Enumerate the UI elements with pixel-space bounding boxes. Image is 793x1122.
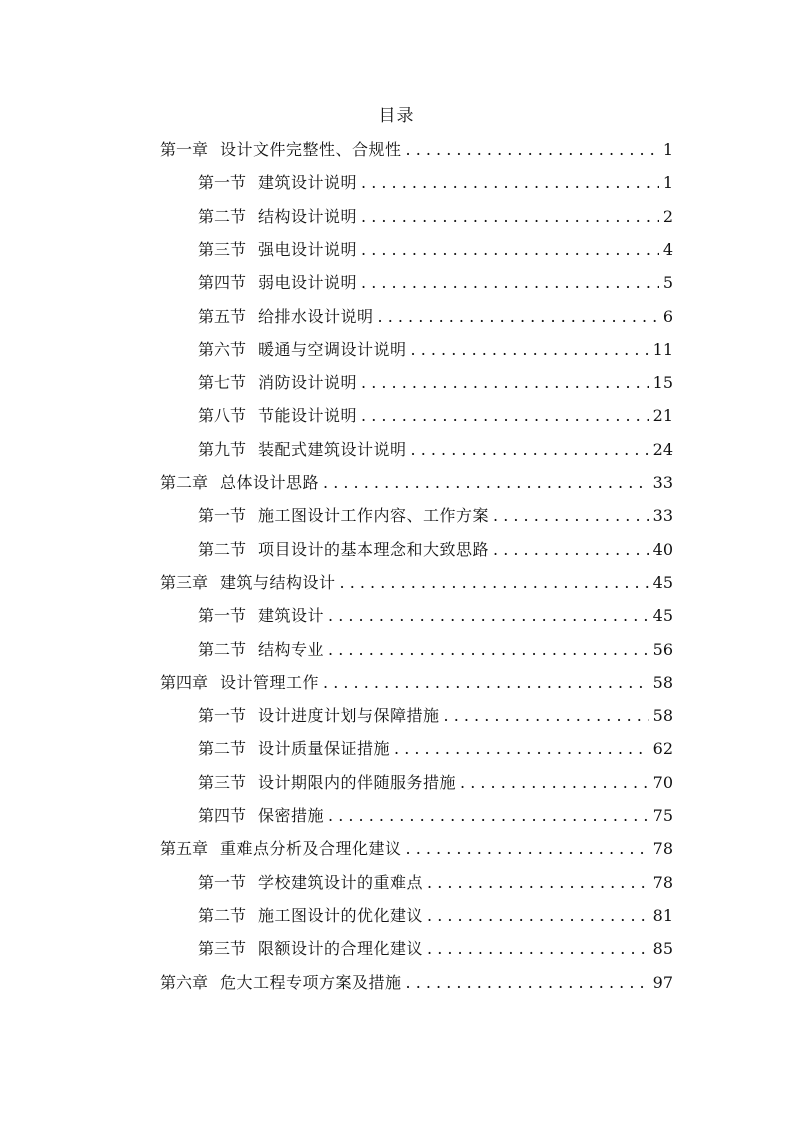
toc-section-entry[interactable] xyxy=(198,803,673,829)
entry-number: 第七节 xyxy=(198,373,247,393)
entry-title: 建筑设计说明 xyxy=(258,173,358,193)
entry-title: 学校建筑设计的重难点 xyxy=(258,872,424,892)
entry-page-number: 21 xyxy=(652,406,673,426)
toc-section-entry[interactable] xyxy=(198,437,673,463)
entry-page-number: 1 xyxy=(662,173,673,193)
dot-leader xyxy=(406,970,649,996)
entry-number: 第三节 xyxy=(198,239,247,259)
entry-title: 限额设计的合理化建议 xyxy=(258,939,424,959)
dot-leader xyxy=(460,770,649,796)
entry-title: 施工图设计工作内容、工作方案 xyxy=(258,506,490,526)
toc-section-entry[interactable] xyxy=(198,903,673,929)
entry-page-number: 70 xyxy=(652,772,673,792)
entry-page-number: 97 xyxy=(652,972,673,992)
entry-number: 第二节 xyxy=(198,206,247,226)
entry-page-number: 4 xyxy=(662,239,673,259)
entry-number: 第四节 xyxy=(198,273,247,293)
entry-number: 第五节 xyxy=(198,306,247,326)
dot-leader xyxy=(444,703,649,729)
entry-page-number: 15 xyxy=(652,373,673,393)
entry-number: 第六章 xyxy=(160,972,209,992)
entry-page-number: 1 xyxy=(662,140,673,159)
entry-page-number: 75 xyxy=(652,806,673,825)
dot-leader xyxy=(328,637,649,663)
entry-number: 第五章 xyxy=(160,839,209,859)
toc-chapter-entry[interactable] xyxy=(160,470,673,496)
entry-title: 强电设计说明 xyxy=(258,239,358,259)
toc-section-entry[interactable] xyxy=(198,237,673,263)
entry-page-number: 45 xyxy=(652,606,673,626)
dot-leader xyxy=(406,137,659,163)
dot-leader xyxy=(323,470,649,496)
entry-number: 第三节 xyxy=(198,939,247,959)
entry-number: 第六节 xyxy=(198,339,247,359)
entry-title: 设计进度计划与保障措施 xyxy=(258,706,440,726)
entry-title: 重难点分析及合理化建议 xyxy=(220,839,402,859)
toc-chapter-entry[interactable] xyxy=(160,836,673,862)
toc-section-entry[interactable] xyxy=(198,770,673,796)
entry-number: 第一章 xyxy=(160,140,209,159)
toc-section-entry[interactable] xyxy=(198,270,673,296)
entry-page-number: 45 xyxy=(652,572,673,592)
entry-number: 第四章 xyxy=(160,672,209,692)
dot-leader xyxy=(361,237,659,263)
entry-number: 第四节 xyxy=(198,806,247,825)
entry-title: 总体设计思路 xyxy=(220,473,320,492)
entry-title: 消防设计说明 xyxy=(258,373,358,393)
dot-leader xyxy=(328,803,649,829)
toc-section-entry[interactable] xyxy=(198,304,673,330)
entry-title: 结构专业 xyxy=(258,639,325,659)
entry-number: 第一节 xyxy=(198,872,247,892)
dot-leader xyxy=(493,537,649,563)
entry-title: 施工图设计的优化建议 xyxy=(258,905,424,925)
entry-title: 设计质量保证措施 xyxy=(258,739,391,759)
entry-title: 项目设计的基本理念和大致思路 xyxy=(258,539,490,559)
toc-section-entry[interactable] xyxy=(198,370,673,396)
entry-title: 建筑与结构设计 xyxy=(220,572,336,592)
toc-section-entry[interactable] xyxy=(198,936,673,962)
toc-section-entry[interactable] xyxy=(198,870,673,896)
dot-leader xyxy=(361,403,649,429)
toc-section-entry[interactable] xyxy=(198,503,673,529)
entry-page-number: 81 xyxy=(652,905,673,925)
entry-number: 第二节 xyxy=(198,739,247,759)
entry-number: 第一节 xyxy=(198,506,247,526)
entry-title: 暖通与空调设计说明 xyxy=(258,339,407,359)
dot-leader xyxy=(427,936,649,962)
entry-number: 第一节 xyxy=(198,606,247,626)
toc-section-entry[interactable] xyxy=(198,603,673,629)
entry-page-number: 56 xyxy=(652,639,673,659)
dot-leader xyxy=(411,337,649,363)
dot-leader xyxy=(493,503,649,529)
entry-title: 结构设计说明 xyxy=(258,206,358,226)
entry-title: 装配式建筑设计说明 xyxy=(258,439,407,459)
entry-page-number: 58 xyxy=(652,706,673,726)
toc-section-entry[interactable] xyxy=(198,537,673,563)
entry-title: 危大工程专项方案及措施 xyxy=(220,972,402,992)
entry-title: 建筑设计 xyxy=(258,606,325,626)
dot-leader xyxy=(378,304,659,330)
toc-section-entry[interactable] xyxy=(198,703,673,729)
entry-title: 设计期限内的伴随服务措施 xyxy=(258,772,457,792)
entry-number: 第二节 xyxy=(198,905,247,925)
toc-chapter-entry[interactable] xyxy=(160,137,673,163)
toc-section-entry[interactable] xyxy=(198,337,673,363)
entry-title: 弱电设计说明 xyxy=(258,273,358,293)
dot-leader xyxy=(406,836,649,862)
toc-section-entry[interactable] xyxy=(198,637,673,663)
entry-page-number: 24 xyxy=(652,439,673,459)
entry-page-number: 40 xyxy=(652,539,673,559)
dot-leader xyxy=(427,903,649,929)
dot-leader xyxy=(411,437,649,463)
toc-section-entry[interactable] xyxy=(198,204,673,230)
toc-chapter-entry[interactable] xyxy=(160,970,673,996)
dot-leader xyxy=(361,170,659,196)
entry-page-number: 58 xyxy=(652,672,673,692)
entry-title: 保密措施 xyxy=(258,806,325,825)
dot-leader xyxy=(328,603,649,629)
dot-leader xyxy=(361,204,659,230)
dot-leader xyxy=(361,270,659,296)
entry-page-number: 5 xyxy=(662,273,673,293)
entry-number: 第八节 xyxy=(198,406,247,426)
entry-page-number: 6 xyxy=(662,306,673,326)
dot-leader xyxy=(323,670,649,696)
entry-page-number: 85 xyxy=(652,939,673,959)
dot-leader xyxy=(394,736,649,762)
entry-title: 节能设计说明 xyxy=(258,406,358,426)
toc-chapter-entry[interactable] xyxy=(160,670,673,696)
entry-page-number: 33 xyxy=(652,506,673,526)
toc-section-entry[interactable] xyxy=(198,170,673,196)
toc-chapter-entry[interactable] xyxy=(160,570,673,596)
dot-leader xyxy=(427,870,649,896)
entry-number: 第二节 xyxy=(198,539,247,559)
entry-title: 设计管理工作 xyxy=(220,672,320,692)
dot-leader xyxy=(361,370,649,396)
entry-title: 给排水设计说明 xyxy=(258,306,374,326)
dot-leader xyxy=(340,570,649,596)
entry-number: 第一节 xyxy=(198,706,247,726)
entry-page-number: 78 xyxy=(652,872,673,892)
toc-section-entry[interactable] xyxy=(198,403,673,429)
entry-number: 第二节 xyxy=(198,639,247,659)
entry-number: 第三章 xyxy=(160,572,209,592)
entry-page-number: 11 xyxy=(652,339,673,359)
toc-title: 目录 xyxy=(378,106,415,126)
entry-page-number: 2 xyxy=(662,206,673,226)
entry-number: 第三节 xyxy=(198,772,247,792)
entry-number: 第二章 xyxy=(160,473,209,492)
toc-section-entry[interactable] xyxy=(198,736,673,762)
entry-page-number: 78 xyxy=(652,839,673,859)
entry-page-number: 33 xyxy=(652,473,673,492)
entry-title: 设计文件完整性、合规性 xyxy=(220,140,402,159)
entry-page-number: 62 xyxy=(652,739,673,759)
entry-number: 第一节 xyxy=(198,173,247,193)
entry-number: 第九节 xyxy=(198,439,247,459)
